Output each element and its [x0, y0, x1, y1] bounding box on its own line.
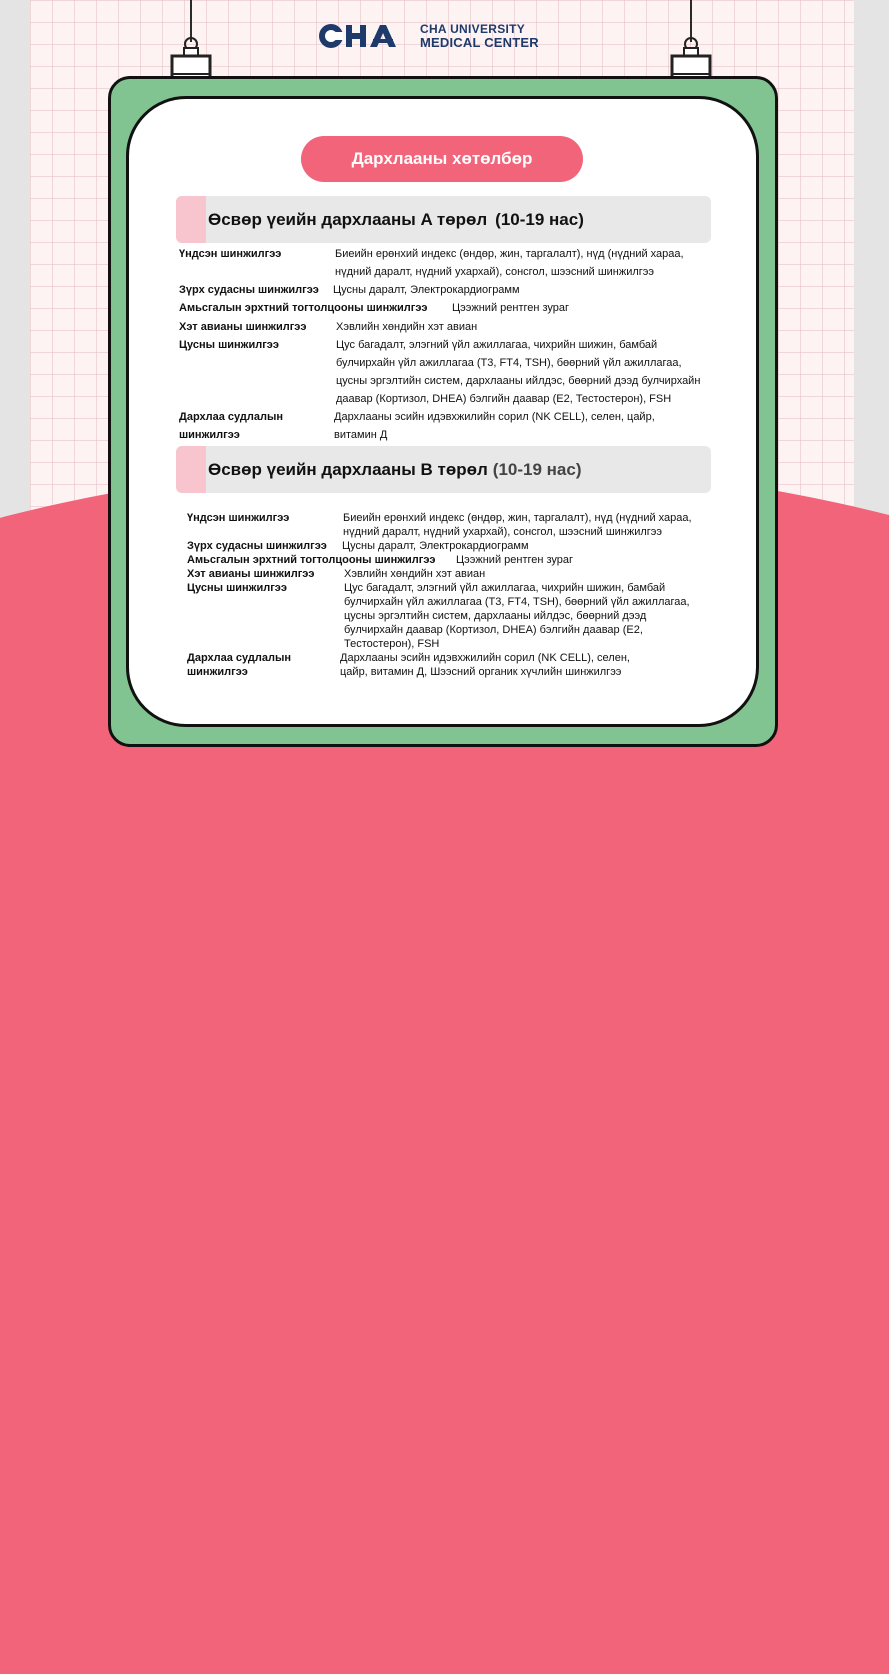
cha-logo-mark-icon — [318, 22, 398, 50]
row-value-line: Цусны даралт, Электрокардиограмм — [333, 284, 520, 296]
row-label: Амьсгалын эрхтний тогтолцооны шинжилгээ — [187, 554, 436, 566]
section-b-accent — [176, 446, 206, 493]
page-title: Дархлааны хөтөлбөр — [301, 136, 583, 182]
logo-line-2: MEDICAL CENTER — [420, 35, 539, 50]
section-a-header — [176, 196, 711, 243]
row-label: Дархлаа судлалын — [179, 411, 284, 423]
logo-line-1: CHA UNIVERSITY — [420, 22, 526, 36]
row-value-line: Биеийн ерөнхий индекс (өндөр, жин, таргалалт), нүд (нүдний хараа, — [335, 248, 684, 260]
row-value-line: Хэвлийн хөндийн хэт авиан — [344, 568, 486, 580]
row-label: Хэт авианы шинжилгээ — [179, 321, 307, 333]
row-label: Цусны шинжилгээ — [179, 339, 279, 351]
row-value-line: Биеийн ерөнхий индекс (өндөр, жин, таргалалт), нүд (нүдний хараа, — [343, 512, 692, 524]
row-label: Амьсгалын эрхтний тогтолцооны шинжилгээ — [179, 302, 428, 314]
row-label: Үндсэн шинжилгээ — [179, 248, 282, 260]
row-label: Дархлаа судлалын — [187, 652, 292, 664]
row-value-line: цайр, витамин Д, Шээсний органик хүчлийн шинжилгээ — [340, 666, 622, 678]
row-value-line: витамин Д — [334, 429, 388, 441]
row-value-line: даавар (Кортизол, DHEA) бэлгийн даавар (E2, Тестостерон), FSH — [336, 393, 672, 405]
row-value-line: булчирхайн даавар (Кортизол, DHEA) бэлгийн даавар (E2, — [344, 624, 643, 636]
row-label: Хэт авианы шинжилгээ — [187, 568, 315, 580]
row-label: Үндсэн шинжилгээ — [187, 512, 290, 524]
row-label: Цусны шинжилгээ — [187, 582, 287, 594]
section-b-age: (10-19 нас) — [492, 459, 582, 479]
row-value-line: Тестостерон), FSH — [344, 638, 440, 650]
row-value-line: нүдний даралт, нүдний ухархай), сонсгол, шээсний шинжилгээ — [335, 266, 655, 278]
row-value-line: Цус багадалт, элэгний үйл ажиллагаа, чихрийн шижин, бамбай — [336, 339, 658, 351]
row-value-line: Цээжний рентген зураг — [452, 302, 570, 314]
row-value-line: нүдний даралт, нүдний ухархай), сонсгол, шээсний шинжилгээ — [343, 526, 663, 538]
row-label: Зүрх судасны шинжилгээ — [187, 540, 327, 552]
section-b-heading: Өсвөр үеийн дархлааны B төрөл — [208, 459, 488, 479]
row-value-line: цусны эргэлтийн систем, дархлааны ийлдэс, бөөрний дээд — [344, 610, 647, 622]
section-a-age: (10-19 нас) — [495, 209, 584, 229]
cha-logo — [318, 22, 539, 50]
row-value-line: Цусны даралт, Электрокардиограмм — [342, 540, 529, 552]
row-value-line: булчирхайн үйл ажиллагаа (T3, FT4, TSH), бөөрний үйл ажиллагаа, — [344, 596, 690, 608]
row-value-line: Цус багадалт, элэгний үйл ажиллагаа, чихрийн шижин, бамбай — [344, 582, 666, 594]
row-value-line: Цээжний рентген зураг — [456, 554, 574, 566]
row-label: шинжилгээ — [179, 429, 240, 441]
row-value-line: Хэвлийн хөндийн хэт авиан — [336, 321, 478, 333]
row-value-line: Дархлааны эсийн идэвхжилийн сорил (NK CELL), селен, — [340, 652, 630, 664]
section-a-heading: Өсвөр үеийн дархлааны A төрөл — [208, 209, 488, 229]
row-label: Зүрх судасны шинжилгээ — [179, 284, 319, 296]
section-b-header — [176, 446, 711, 493]
row-value-line: Дархлааны эсийн идэвхжилийн сорил (NK CELL), селен, цайр, — [334, 411, 655, 423]
row-value-line: цусны эргэлтийн систем, дархлааны ийлдэс, бөөрний дээд булчирхайн — [336, 375, 701, 387]
row-value-line: булчирхайн үйл ажиллагаа (T3, FT4, TSH), бөөрний үйл ажиллагаа, — [336, 357, 682, 369]
section-a-accent — [176, 196, 206, 243]
row-label: шинжилгээ — [187, 666, 248, 678]
